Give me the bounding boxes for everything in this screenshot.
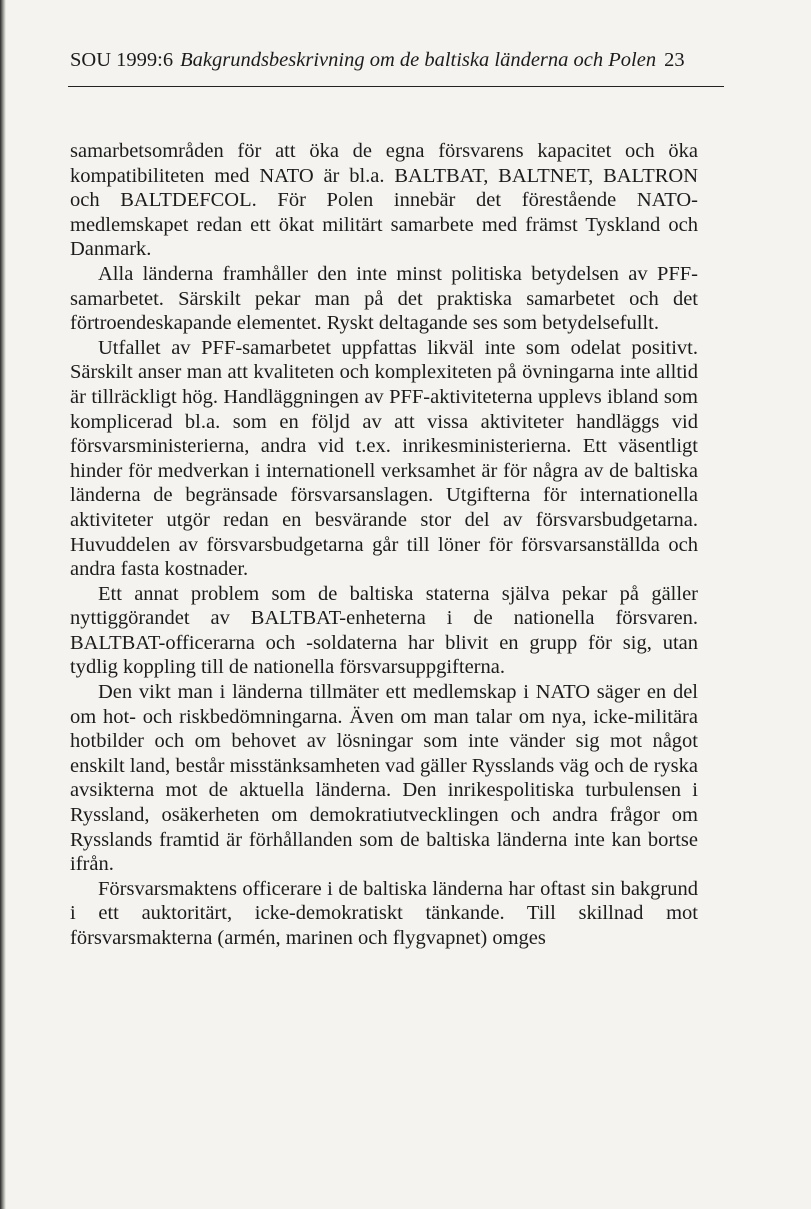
paragraph-4: Ett annat problem som de baltiska staterna själva pekar på gäller nyttiggörandet av BALTBAT-enheterna i de nationella försvaren. BALTBAT-officerarna och -soldaterna har blivit en grupp för sig, utan tydlig koppling till de nationella försvarsuppgifterna. (70, 582, 698, 679)
paragraph-2: Alla länderna framhåller den inte minst politiska betydelsen av PFF-samarbetet. Särskilt pekar man på det praktiska samarbetet och det förtroendeskapande elementet. Ryskt deltagande ses som betydelsefullt. (70, 262, 698, 335)
page-number: 23 (664, 49, 685, 71)
header-rule (68, 86, 724, 87)
page-header (70, 46, 730, 87)
series-number: SOU 1999:6 (70, 49, 174, 71)
paragraph-6: Försvarsmaktens officerare i de baltiska länderna har oftast sin bakgrund i ett auktoritärt, icke-demokratiskt tänkande. Till skillnad mot försvarsmakterna (armén, marinen och flygvapnet) omges (70, 877, 698, 949)
chapter-title: Bakgrundsbeskrivning om de baltiska länderna och Polen (180, 49, 657, 71)
paragraph-1: samarbetsområden för att öka de egna försvarens kapacitet och öka kompatibiliteten med NATO är bl.a. BALTBAT, BALTNET, BALTRON och BALTDEFCOL. För Polen innebär det förestående NATO-medlemskapet redan ett ökat militärt samarbete med främst Tyskland och Danmark. (70, 140, 698, 261)
body-text (70, 139, 698, 951)
scan-edge-shadow (0, 0, 6, 1209)
running-head (70, 46, 730, 74)
paragraph-5: Den vikt man i länderna tillmäter ett medlemskap i NATO säger en del om hot- och riskbedömningarna. Även om man talar om nya, icke-militära hotbilder och om behovet av lösningar som inte vänder sig mot något enskilt land, består misstänksamheten vad gäller Rysslands väg och de ryska avsikterna mot de aktuella länderna. Den inrikespolitiska turbulensen i Ryssland, osäkerheten om demokratiutvecklingen och andra frågor om Rysslands framtid är förhållanden som de baltiska länderna inte kan bortse ifrån. (70, 681, 698, 876)
paragraph-3: Utfallet av PFF-samarbetet uppfattas likväl inte som odelat positivt. Särskilt anser man att kvaliteten och komplexiteten på övningarna inte alltid är tillräckligt hög. Handläggningen av PFF-aktiviteterna upplevs ibland som komplicerad bl.a. som en följd av att vissa aktiviteter handläggs vid försvarsministerierna, andra vid t.ex. inrikesministerierna. Ett väsentligt hinder för medverkan i internationell verksamhet är för några av de baltiska länderna de begränsade försvarsanslagen. Utgifterna för internationella aktiviteter utgör redan en besvärande stor del av försvarsbudgetarna. Huvuddelen av försvarsbudgetarna går till löner för försvarsanställda och andra fasta kostnader. (70, 336, 698, 581)
